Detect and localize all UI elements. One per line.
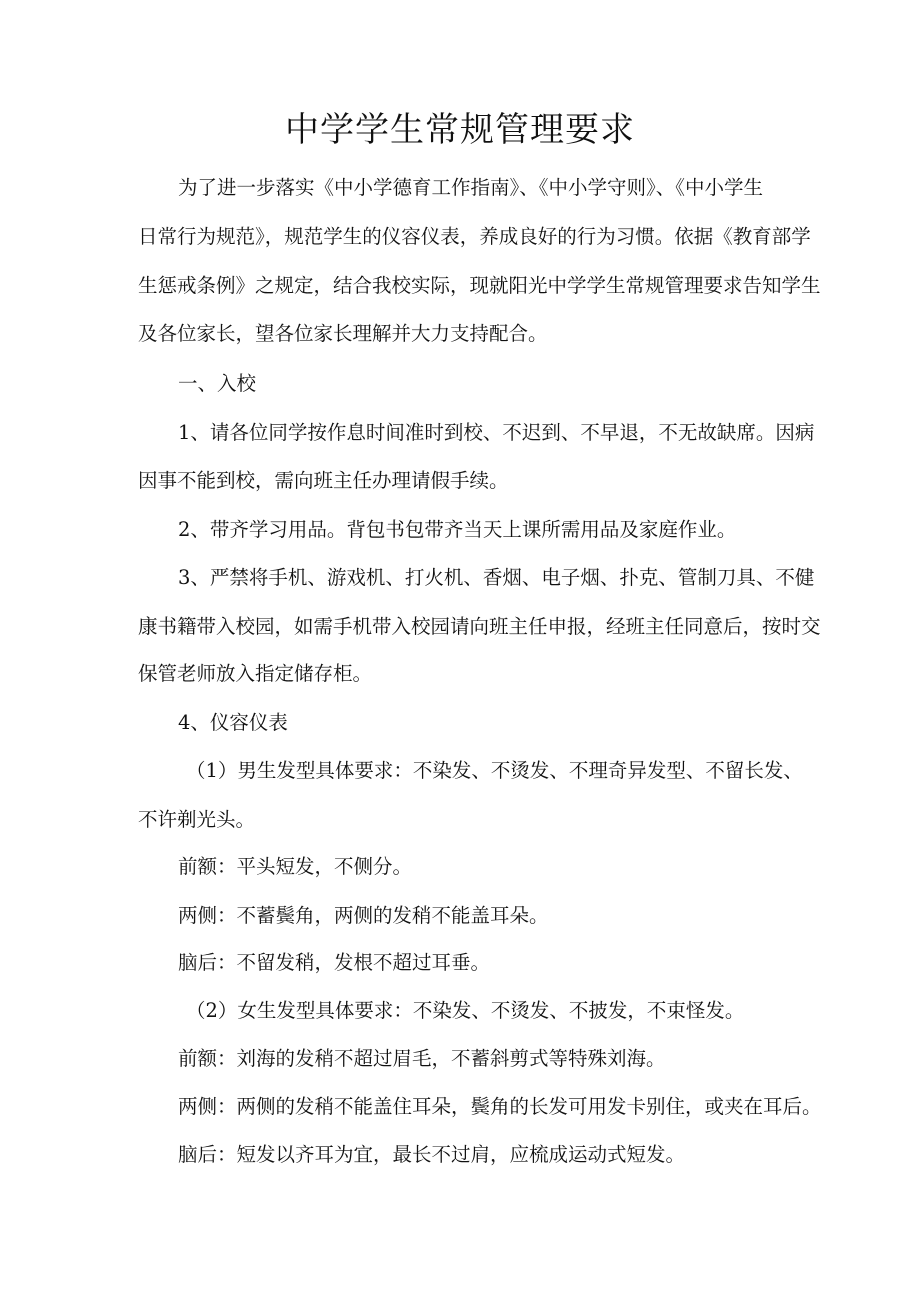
intro-line-1: 为了进一步落实《中小学德育工作指南》、《中小学守则》、《中小学生 bbox=[178, 176, 764, 199]
girls-sides: 两侧：两侧的发稍不能盖住耳朵，鬓角的长发可用发卡别住，或夹在耳后。 bbox=[178, 1095, 822, 1118]
item1-line-1: 1、请各位同学按作息时间准时到校、不迟到、不早退，不无故缺席。因病 bbox=[178, 421, 815, 444]
boys-back: 脑后：不留发稍，发根不超过耳垂。 bbox=[178, 951, 491, 974]
item3-line-1: 3、严禁将手机、游戏机、打火机、香烟、电子烟、扑克、管制刀具、不健 bbox=[178, 566, 815, 589]
item1-line-2: 因事不能到校，需向班主任办理请假手续。 bbox=[138, 469, 509, 492]
intro-line-3: 生惩戒条例》之规定，结合我校实际，现就阳光中学学生常规管理要求告知学生 bbox=[138, 274, 821, 297]
boys-sides: 两侧：不蓄鬓角，两侧的发稍不能盖耳朵。 bbox=[178, 904, 549, 927]
intro-line-4: 及各位家长，望各位家长理解并大力支持配合。 bbox=[138, 322, 548, 345]
page-title: 中学学生常规管理要求 bbox=[285, 110, 635, 150]
girls-back: 脑后：短发以齐耳为宜，最长不过肩，应梳成运动式短发。 bbox=[178, 1143, 686, 1166]
boys-front: 前额：平头短发，不侧分。 bbox=[178, 855, 413, 878]
girls-heading: （2）女生发型具体要求：不染发、不烫发、不披发，不束怪发。 bbox=[186, 999, 745, 1022]
item3-line-2: 康书籍带入校园，如需手机带入校园请向班主任申报，经班主任同意后，按时交 bbox=[138, 615, 821, 638]
section-heading-entry: 一、入校 bbox=[178, 372, 257, 395]
intro-line-2: 日常行为规范》，规范学生的仪容仪表，养成良好的行为习惯。依据《教育部学 bbox=[138, 225, 811, 248]
item4-heading: 4、仪容仪表 bbox=[178, 711, 288, 734]
item3-line-3: 保管老师放入指定储存柜。 bbox=[138, 662, 373, 685]
boys-line-2: 不许剃光头。 bbox=[138, 808, 256, 831]
boys-line-1: （1）男生发型具体要求：不染发、不烫发、不理奇异发型、不留长发、 bbox=[186, 759, 803, 782]
item2-line: 2、带齐学习用品。背包书包带齐当天上课所需用品及家庭作业。 bbox=[178, 518, 737, 541]
girls-front: 前额：刘海的发稍不超过眉毛，不蓄斜剪式等特殊刘海。 bbox=[178, 1047, 666, 1070]
